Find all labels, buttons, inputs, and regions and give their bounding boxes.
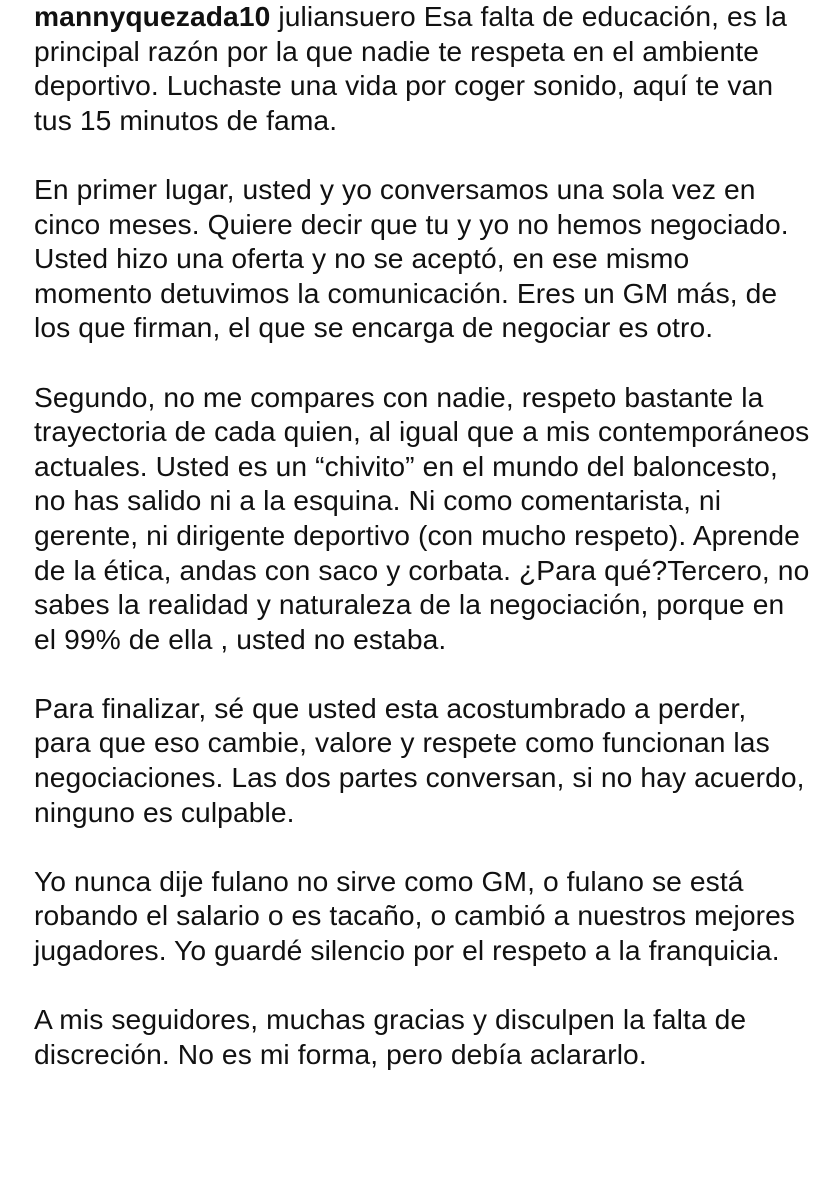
comment-paragraph-2: Segundo, no me compares con nadie, respeto bastante la trayectoria de cada quien, al igual que a mis contemporáneos actuales. Usted es un “chivito” en el mundo del baloncesto, no has salido ni a la esquina. Ni como comentarista, ni gerente, ni dirigente deportivo (con mucho respeto). Aprende de la ética, andas con saco y corbata. ¿Para qué?Tercero, no sabes la realidad y naturaleza de la negociación, porque en el 99% de ella , usted no estaba.: [34, 380, 810, 655]
comment-paragraph-5: A mis seguidores, muchas gracias y disculpen la falta de discreción. No es mi forma, pero debía aclararlo.: [34, 1003, 747, 1070]
comment-username[interactable]: mannyquezada10: [34, 0, 271, 32]
comment-paragraph-1: En primer lugar, usted y yo conversamos una sola vez en cinco meses. Quiere decir que tu y yo no hemos negociado. Usted hizo una oferta y no se aceptó, en ese mismo momento detuvimos la comunicación. Eres un GM más, de los que firman, el que se encarga de negociar es otro.: [34, 172, 789, 344]
comment-first-paragraph: [34, 0, 811, 137]
comment-paragraph-4: Yo nunca dije fulano no sirve como GM, o fulano se está robando el salario o es tacaño, o cambió a nuestros mejores jugadores. Yo guardé silencio por el respeto a la franquicia.: [34, 864, 796, 967]
comment-first-text: Esa falta de educación, es la principal razón por la que nadie te respeta en el ambiente deportivo. Luchaste una vida por coger sonido, aquí te van tus 15 minutos de fama.: [34, 0, 788, 136]
comment-mention[interactable]: juliansuero: [278, 0, 416, 32]
comment-paragraph-3: Para finalizar, sé que usted esta acostumbrado a perder, para que eso cambie, valore y respete como funcionan las negociaciones. Las dos partes conversan, si no hay acuerdo, ninguno es culpable.: [34, 691, 805, 828]
